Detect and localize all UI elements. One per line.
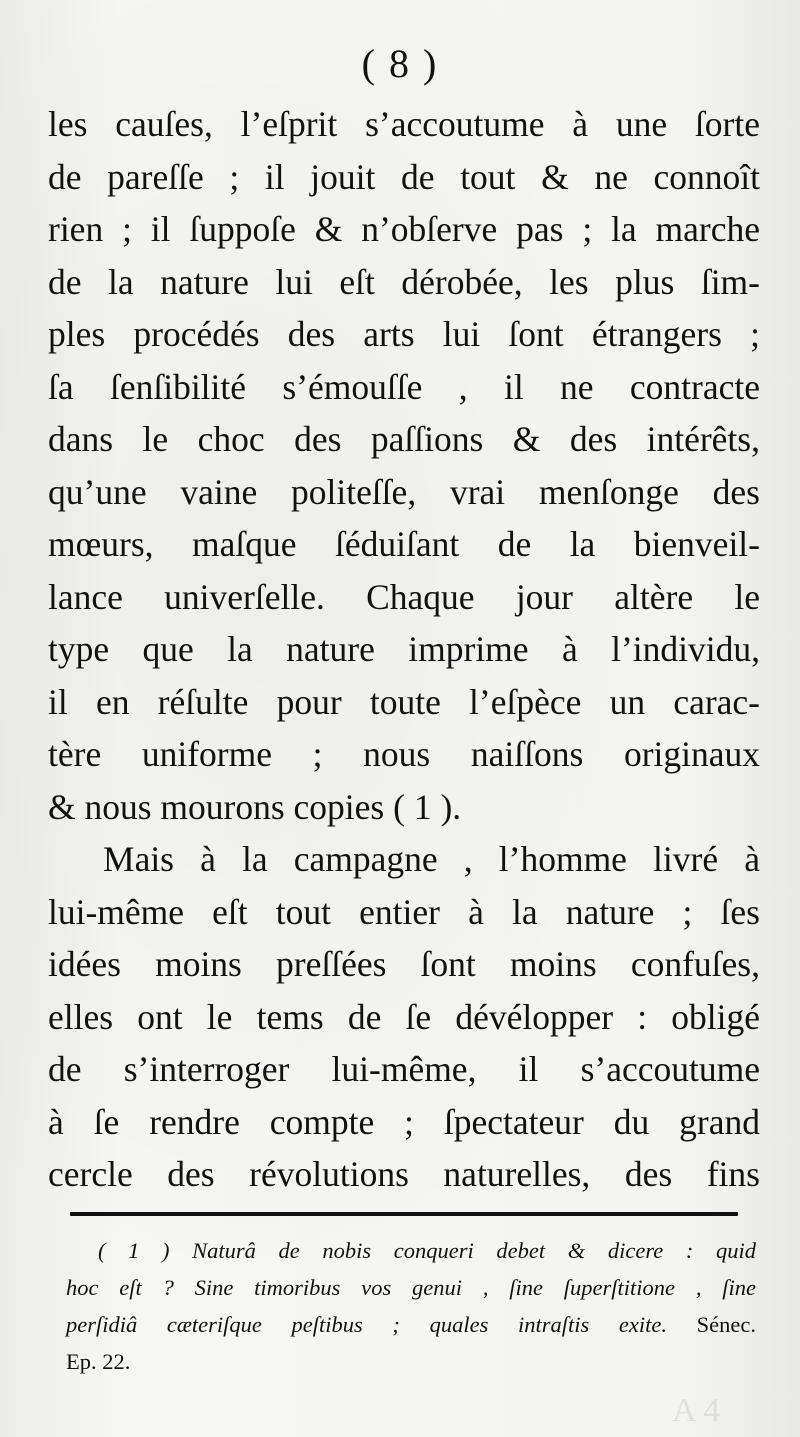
footnote-source: Sénec. <box>696 1312 757 1337</box>
text-line: rien ; il ſuppoſe & n’obſerve pas ; la marche <box>48 209 760 249</box>
text-line: il en réſulte pour toute l’eſpèce un carac- <box>48 681 760 722</box>
text-line: qu’une vaine politeſſe, vrai menſonge des <box>48 471 760 512</box>
footnote-line: Ep. 22. <box>66 1349 131 1374</box>
text-line: elles ont le tems de ſe dévélopper : obligé <box>48 996 760 1037</box>
text-line: lance univerſelle. Chaque jour altère le <box>48 576 760 617</box>
text-line: type que la nature imprime à l’individu, <box>48 629 760 669</box>
footnote-text: perſidiâ cæteriſque peſtibus ; quales intraſtis exite. <box>66 1312 667 1337</box>
paragraph-end-line: & nous mourons copies ( 1 ). <box>48 786 462 827</box>
text-line: dans le choc des paſſions & des intérêts, <box>48 419 760 459</box>
text-line: idées moins preſſées ſont moins confuſes, <box>48 944 760 984</box>
text-line: mœurs, maſque ſéduiſant de la bienveil- <box>48 524 760 564</box>
text-line: ſa ſenſibilité s’émouſſe , il ne contracte <box>48 366 760 407</box>
text-line: les cauſes, l’eſprit s’accoutume à une ſorte <box>48 104 760 144</box>
text-line: à ſe rendre compte ; ſpectateur du grand <box>48 1101 760 1142</box>
text-line: cercle des révolutions naturelles, des fins <box>48 1154 760 1194</box>
footnote-line: ( 1 ) Naturâ de nobis conqueri debet & dicere : quid <box>98 1238 756 1263</box>
footnote-line: hoc eſt ? Sine timoribus vos genui , ſine ſuperſtitione , ſine <box>66 1275 756 1300</box>
footnote-line <box>66 1306 756 1343</box>
footnote-divider <box>70 1212 738 1216</box>
text-line: lui-même eſt tout entier à la nature ; ſes <box>48 891 760 932</box>
signature-mark: A 4 <box>672 1392 721 1429</box>
text-line: de s’interroger lui-même, il s’accoutume <box>48 1049 760 1089</box>
text-line: de pareſſe ; il jouit de tout & ne connoît <box>48 156 760 197</box>
text-line: tère uniforme ; nous naiſſons originaux <box>48 734 760 774</box>
footnote <box>66 1232 756 1380</box>
paragraph-start-line: Mais à la campagne , l’homme livré à <box>103 839 760 879</box>
text-line: ples procédés des arts lui ſont étrangers ; <box>48 314 760 354</box>
text-line: de la nature lui eſt dérobée, les plus ſim- <box>48 261 760 302</box>
body-text <box>48 98 760 1201</box>
page-number: ( 8 ) <box>361 41 439 86</box>
